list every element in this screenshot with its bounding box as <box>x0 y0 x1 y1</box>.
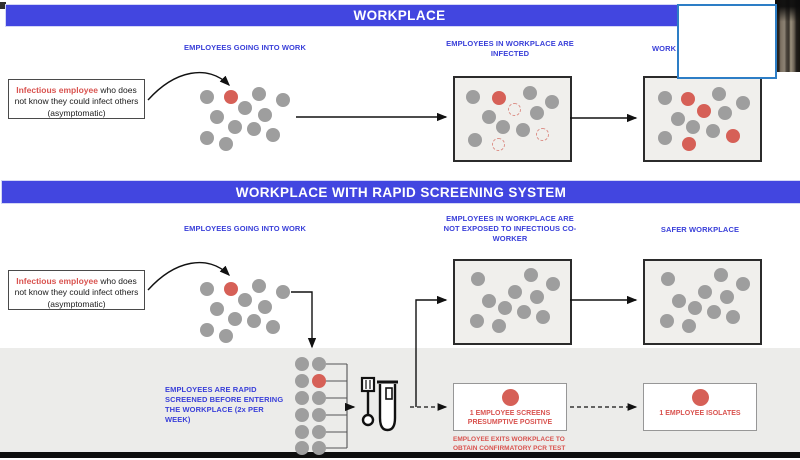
label-exits-workplace: EMPLOYEE EXITS WORKPLACE TO OBTAIN CONFIRMATORY PCR TEST <box>453 436 566 453</box>
employee-dot <box>200 90 214 104</box>
label-workplace-truncated: WORK <box>652 44 677 53</box>
employee-dot <box>266 128 280 142</box>
panel-not-exposed <box>453 259 572 345</box>
panel-workplace-infected <box>453 76 572 162</box>
speaker-video-feed <box>775 0 800 72</box>
employee-dot <box>247 122 261 136</box>
presumptive-positive-label: 1 EMPLOYEE SCREENS PRESUMPTIVE POSITIVE <box>467 410 553 427</box>
label-employees-infected: EMPLOYEES IN WORKPLACE ARE INFECTED <box>446 39 574 59</box>
section2-header-bar <box>1 180 800 204</box>
employee-dot <box>258 300 272 314</box>
infected-dot <box>224 90 238 104</box>
employee-dot <box>247 314 261 328</box>
label-rapid-screened: EMPLOYEES ARE RAPID SCREENED BEFORE ENTERING THE WORKPLACE (2x PER WEEK) <box>165 385 284 425</box>
curved-arrow-bottom <box>148 263 229 290</box>
note-rest-text: who does not know they could infect others (asymptomatic) <box>14 276 139 309</box>
label-safer-workplace: SAFER WORKPLACE <box>660 225 740 234</box>
note-red-text: Infectious employee <box>16 85 98 95</box>
employee-dot <box>258 108 272 122</box>
infectious-employee-note-top <box>8 79 145 119</box>
employee-dot <box>228 120 242 134</box>
section2-title: WORKPLACE WITH RAPID SCREENING SYSTEM <box>235 184 567 200</box>
infectious-employee-note-bottom <box>8 270 145 310</box>
employee-dot <box>276 285 290 299</box>
employee-dot <box>219 329 233 343</box>
employee-dot <box>252 87 266 101</box>
employee-dot <box>238 293 252 307</box>
employee-dot <box>210 110 224 124</box>
section1-header-bar <box>5 4 794 27</box>
box-presumptive-positive <box>453 383 567 431</box>
box-employee-isolates <box>643 383 757 431</box>
label-employees-going-top: EMPLOYEES GOING INTO WORK <box>184 43 306 52</box>
employee-dot <box>200 282 214 296</box>
employee-dot <box>266 320 280 334</box>
bottom-divider-bar <box>0 452 800 458</box>
isolates-label: 1 EMPLOYEE ISOLATES <box>659 410 741 417</box>
panel-workplace-outbreak <box>643 76 762 162</box>
employee-dot <box>228 312 242 326</box>
label-employees-going-bottom: EMPLOYEES GOING INTO WORK <box>184 224 306 233</box>
employee-dot <box>238 101 252 115</box>
section1-title: WORKPLACE <box>353 8 446 23</box>
webcam-overlay-window[interactable] <box>677 4 777 79</box>
employee-dot <box>210 302 224 316</box>
label-not-exposed: EMPLOYEES IN WORKPLACE ARE NOT EXPOSED TO INFECTIOUS CO-WORKER <box>443 214 577 244</box>
employee-dot <box>219 137 233 151</box>
employee-dot <box>200 131 214 145</box>
employee-dot <box>252 279 266 293</box>
isolating-employee-dot <box>692 389 709 406</box>
infected-dot <box>224 282 238 296</box>
curved-arrow-top <box>148 73 229 100</box>
elbow-crowd-to-screening <box>291 292 312 347</box>
employee-dot <box>276 93 290 107</box>
note-red-text: Infectious employee <box>16 276 98 286</box>
note-rest-text: who does not know they could infect others (asymptomatic) <box>14 85 139 118</box>
employee-dot <box>200 323 214 337</box>
panel-safer-workplace <box>643 259 762 345</box>
infected-employee-dot <box>502 389 519 406</box>
